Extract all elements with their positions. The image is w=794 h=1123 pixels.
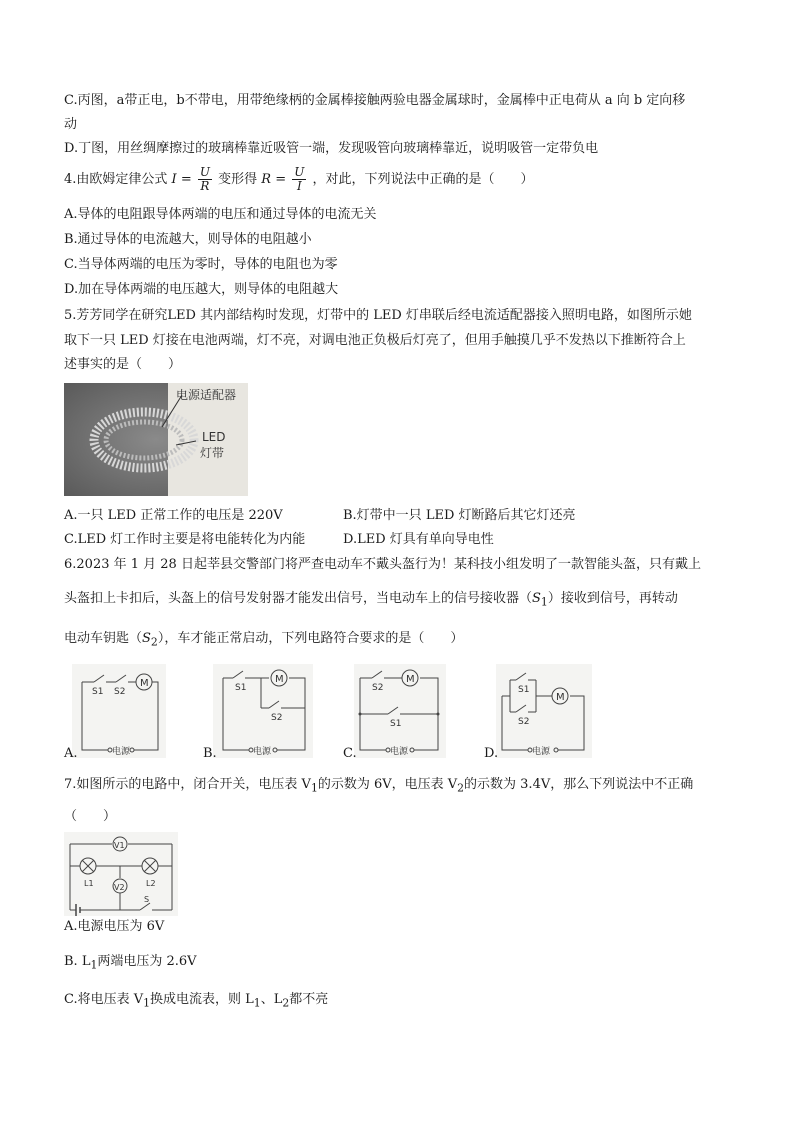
strip-label: 灯带 [200, 446, 225, 460]
q7-stem-mid: 的示数为 6V，电压表 V [317, 777, 458, 792]
choice-b-label: B. [203, 746, 217, 761]
switch-s1-label: S1 [390, 719, 402, 729]
circuit-a [72, 664, 166, 758]
choice-c-label: C. [343, 746, 357, 761]
choice-a-label: A. [64, 746, 78, 761]
adapter-label: 电源适配器 [176, 388, 237, 402]
q4-stem-middle: 变形得 [218, 172, 258, 187]
motor-label: M [556, 692, 565, 703]
q7-option-c [64, 991, 328, 1013]
circuit-d [496, 664, 592, 758]
q7-stem-line2: （ ） [64, 809, 117, 824]
q6-s1: S [532, 591, 541, 606]
q3-option-c-line2: 动 [64, 117, 78, 132]
switch-label: S [144, 895, 150, 904]
q5-stem-line3: 述事实的是（ ） [64, 357, 182, 372]
q7-v1-sub: 1 [310, 781, 318, 795]
q7-option-c-sub3: 2 [282, 996, 290, 1010]
q6-line2-post: ）接收到信号，再转动 [547, 591, 678, 606]
choice-d-label: D. [484, 746, 499, 761]
lamp-l2-label: L2 [146, 879, 156, 888]
motor-label: M [406, 674, 415, 685]
switch-s1-blade [94, 675, 104, 682]
q6-line3-pre: 电动车钥匙（ [64, 631, 143, 646]
q4-option-d: D.加在导体两端的电压越大，则导体的电阻越大 [64, 282, 339, 297]
lamp-l1-label: L1 [84, 879, 94, 888]
switch-s1-label: S1 [235, 683, 247, 693]
q6-s2: S [142, 631, 151, 646]
q4-fraction-1 [198, 166, 212, 193]
q4-fraction-2 [292, 166, 306, 193]
q7-option-b-sub: 1 [90, 958, 98, 972]
led-strip-illustration [64, 383, 248, 496]
q5-option-c: C.LED 灯工作时主要是将电能转化为内能 [64, 532, 306, 547]
q4-formula-lhs: I = [171, 172, 192, 187]
led-strip-photo [64, 383, 248, 496]
q7-v2-sub: 2 [457, 781, 465, 795]
q6-s1-sub: 1 [540, 595, 548, 609]
switch-s1-label: S1 [92, 687, 104, 697]
motor-label: M [275, 674, 284, 685]
source-label: 电源 [112, 747, 131, 757]
voltmeter-v1-label: V1 [114, 841, 125, 850]
voltmeter-v2-label: V2 [114, 883, 125, 892]
source-label: 电源 [532, 747, 551, 757]
q3-option-c-line1: C.丙图，a带正电，b不带电，用带绝缘柄的金属棒接触两验电器金属球时，金属棒中正电荷从 a 向 b 定向移 [64, 93, 686, 108]
q6-stem-line2 [64, 590, 678, 612]
q7-option-c-sub2: 1 [253, 996, 261, 1010]
q5-option-d: D.LED 灯具有单向导电性 [343, 532, 494, 547]
q7-circuit [64, 832, 178, 916]
q6-stem-line1: 6.2023 年 1 月 28 日起莘县交警部门将严查电动车不戴头盔行为！某科技小组发明了一款智能头盔，只有戴上 [64, 557, 701, 572]
q4-frac1-den: R [200, 179, 210, 193]
q4-frac2-den: I [296, 179, 302, 193]
circuit-b [213, 664, 313, 758]
q7-stem-pre: 7.如图所示的电路中，闭合开关，电压表 V [64, 777, 311, 792]
q4-stem-suffix: ，对此，下列说法中正确的是（ ） [312, 172, 534, 187]
source-label: 电源 [390, 747, 409, 757]
led-label: LED [202, 430, 226, 444]
q4-frac2-num: U [294, 165, 305, 179]
q6-s2-sub: 2 [150, 635, 158, 649]
q7-option-c-sub1: 1 [143, 996, 151, 1010]
q7-option-b-post: 两端电压为 2.6V [97, 954, 197, 969]
q7-stem [64, 776, 693, 798]
q7-option-a: A.电源电压为 6V [64, 919, 165, 934]
q7-option-c-mid: 换成电流表，则 L [150, 992, 254, 1007]
switch-s1-label: S1 [518, 685, 530, 695]
q7-option-c-pre: C.将电压表 V [64, 992, 144, 1007]
q7-option-b-pre: B. L [64, 954, 91, 969]
q5-option-b: B.灯带中一只 LED 灯断路后其它灯还亮 [343, 508, 576, 523]
q4-frac1-num: U [199, 165, 210, 179]
q5-stem-line1: 5.芳芳同学在研究LED 其内部结构时发现，灯带中的 LED 灯串联后经电流适配器接入照明电路，如图所示她 [64, 308, 692, 323]
switch-s2-blade [116, 675, 126, 682]
source-label: 电源 [253, 747, 272, 757]
q6-line2-pre: 头盔扣上卡扣后，头盔上的信号发射器才能发出信号，当电动车上的信号接收器（ [64, 591, 533, 606]
switch-s2-label: S2 [372, 683, 384, 693]
switch-icon [140, 903, 150, 910]
switch-s2-label: S2 [114, 687, 126, 697]
q4-option-a: A.导体的电阻跟导体两端的电压和通过导体的电流无关 [64, 207, 377, 222]
switch-s2-label: S2 [271, 713, 283, 723]
q4-stem-prefix: 4.由欧姆定律公式 [64, 172, 168, 187]
q7-option-c-sep: 、L [260, 992, 283, 1007]
q6-line3-post: ），车才能正常启动，下列电路符合要求的是（ ） [157, 631, 464, 646]
q4-option-c: C.当导体两端的电压为零时，导体的电阻也为零 [64, 257, 338, 272]
q4-formula-rhs: R = [261, 172, 287, 187]
circuit-c [354, 664, 446, 758]
q5-stem-line2: 取下一只 LED 灯接在电池两端，灯不亮，对调电池正负极后灯亮了，但用手触摸几乎不发热以下推断符合上 [64, 333, 686, 348]
q7-option-b [64, 953, 197, 975]
q6-stem-line3 [64, 630, 463, 652]
q7-stem-post: 的示数为 3.4V，那么下列说法中不正确 [464, 777, 694, 792]
q4-option-b: B.通过导体的电流越大，则导体的电阻越小 [64, 232, 312, 247]
q4-stem [64, 166, 534, 194]
q5-option-a: A.一只 LED 正常工作的电压是 220V [64, 508, 283, 523]
q7-option-c-post: 都不亮 [289, 992, 329, 1007]
switch-s2-label: S2 [518, 717, 530, 727]
motor-label: M [140, 678, 149, 689]
q3-option-d: D.丁图，用丝绸摩擦过的玻璃棒靠近吸管一端，发现吸管向玻璃棒靠近，说明吸管一定带负电 [64, 141, 599, 156]
